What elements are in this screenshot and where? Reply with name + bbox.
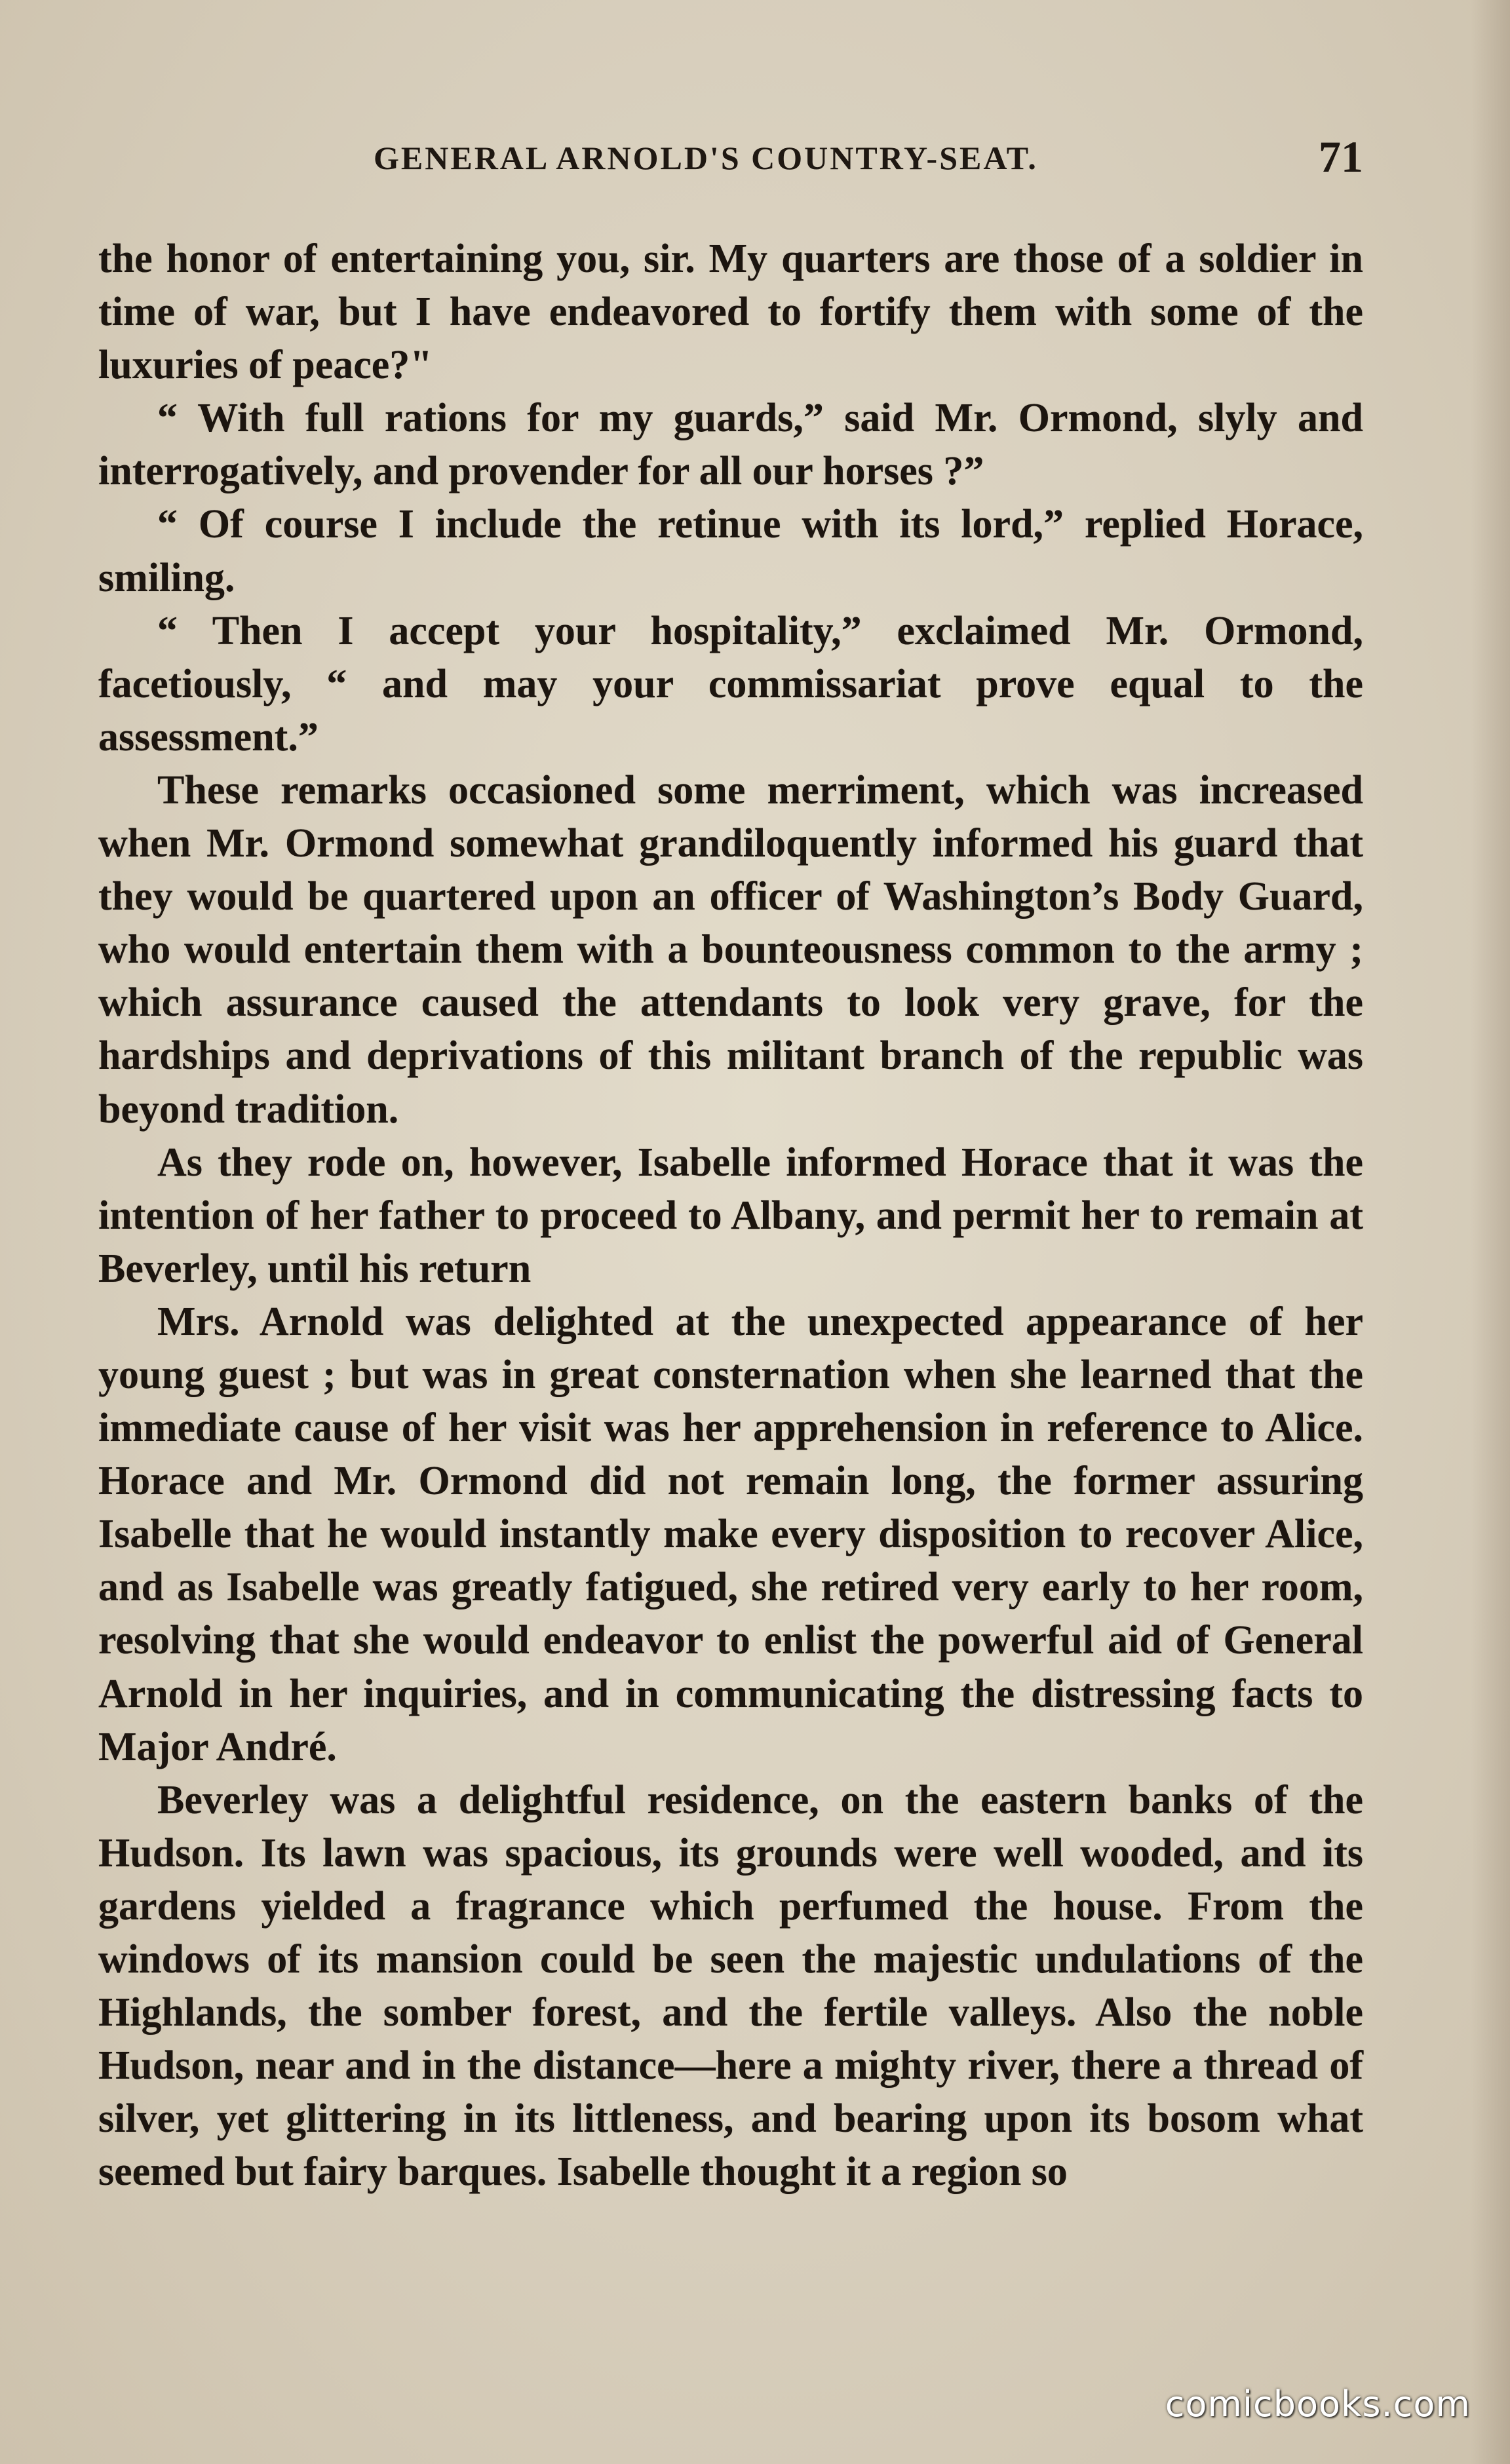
paragraph: the honor of entertaining you, sir. My quarters are those of a soldier in time of war, but I have endeavored to fortify them with some of the luxuries of peace?" [98, 237, 1363, 388]
page-number: 71 [1319, 132, 1363, 182]
paragraph: “ With full rations for my guards,” said Mr. Ormond, slyly and interrogatively, and provender for all our horses ?” [98, 396, 1363, 494]
paragraph: “ Then I accept your hospitality,” exclaimed Mr. Ormond, facetiously, “ and may your commissariat prove equal to the assessment.” [98, 608, 1363, 760]
running-title: GENERAL ARNOLD'S COUNTRY-SEAT. [374, 140, 1038, 176]
paragraph: Beverley was a delightful residence, on the eastern banks of the Hudson. Its lawn was spacious, its grounds were well wooded, and its gardens yielded a fragrance which perfumed the house. From the windows of its mansion could be seen the majestic undulations of the Highlands, the somber forest, and the fertile valleys. Also the noble Hudson, near and in the distance—here a mighty river, there a thread of silver, yet glittering in its littleness, and bearing upon its bosom what seemed but fairy barques. Isabelle thought it a region so [98, 1777, 1363, 2195]
page-edge-shadow [1471, 0, 1510, 2464]
paragraph: Mrs. Arnold was delighted at the unexpected appearance of her young guest ; but was in great consternation when she learned that the immediate cause of her visit was her apprehension in reference to Alice. Horace and Mr. Ormond did not remain long, the former assuring Isabelle that he would instantly make every disposition to recover Alice, and as Isabelle was greatly fatigued, she retired very early to her room, resolving that she would endeavor to enlist the powerful aid of General Arnold in her inquiries, and in communicating the distressing facts to Major André. [98, 1299, 1363, 1769]
paragraph: “ Of course I include the retinue with its lord,” replied Horace, smiling. [98, 502, 1363, 600]
watermark: comicbooks.com [1165, 2383, 1471, 2425]
running-header [98, 131, 1363, 183]
paragraph: As they rode on, however, Isabelle informed Horace that it was the intention of her father to proceed to Albany, and permit her to remain at Beverley, until his return [98, 1140, 1363, 1291]
body-text [98, 233, 1363, 2199]
paragraph: These remarks occasioned some merriment, which was increased when Mr. Ormond somewhat grandiloquently informed his guard that they would be quartered upon an officer of Washington’s Body Guard, who would entertain them with a bounteousness common to the army ; which assurance caused the attendants to look very grave, for the hardships and deprivations of this militant branch of the republic was beyond tradition. [98, 767, 1363, 1132]
